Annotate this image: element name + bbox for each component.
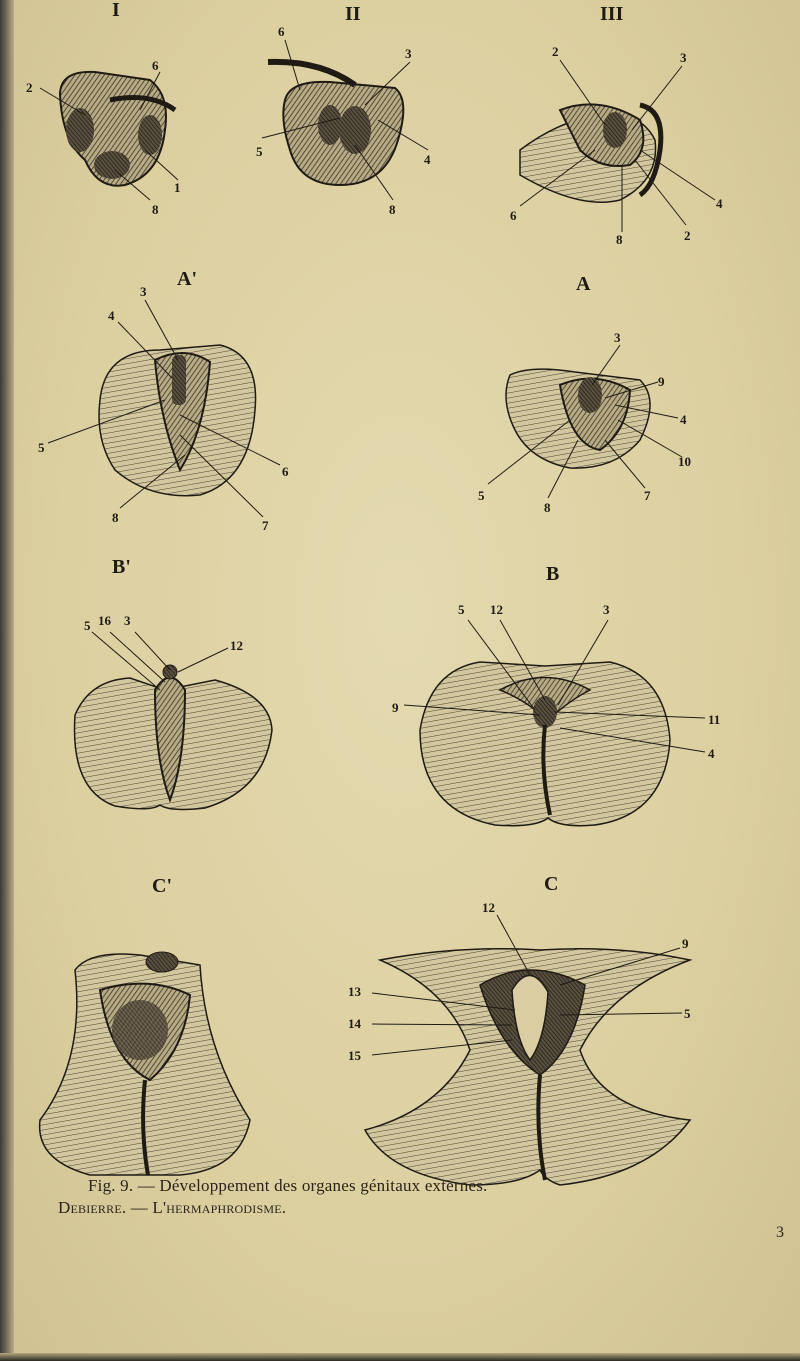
figure-label: II	[345, 3, 361, 25]
page-bottom-edge	[0, 1353, 800, 1361]
figure-B-prime	[75, 556, 273, 809]
figure-label: B	[546, 563, 560, 585]
ref-number: 5	[84, 618, 91, 633]
ref-number: 2	[684, 228, 691, 243]
ref-number: 3	[603, 602, 610, 617]
figure-label: B'	[112, 556, 131, 578]
ref-number: 8	[152, 202, 159, 217]
ref-number: 7	[644, 488, 651, 503]
figure-label: A	[576, 273, 591, 295]
figure-A-prime	[38, 268, 289, 533]
ref-number: 5	[256, 144, 263, 159]
ref-number: 6	[278, 24, 285, 39]
ref-number: 4	[708, 746, 715, 761]
ref-number: 5	[478, 488, 485, 503]
ref-number: 5	[458, 602, 465, 617]
ref-number: 8	[616, 232, 623, 247]
ref-number: 11	[708, 712, 721, 727]
ref-number: 3	[124, 613, 131, 628]
ref-number: 10	[678, 454, 691, 469]
ref-number: 8	[544, 500, 551, 515]
ref-number: 4	[680, 412, 687, 427]
figure-label: I	[112, 0, 120, 21]
ref-number: 6	[282, 464, 289, 479]
figure-C	[348, 873, 691, 1185]
ref-number: 3	[405, 46, 412, 61]
ref-number: 16	[98, 613, 111, 628]
figure-C-prime	[40, 875, 250, 1175]
ref-number: 15	[348, 1048, 361, 1063]
ref-number: 13	[348, 984, 361, 999]
figure-label: C	[544, 873, 559, 895]
ref-number: 9	[392, 700, 399, 715]
ref-number: 3	[140, 284, 147, 299]
ref-number: 2	[26, 80, 33, 95]
ref-number: 9	[682, 936, 689, 951]
ref-number: 5	[38, 440, 45, 455]
ref-number: 8	[112, 510, 119, 525]
ref-number: 12	[482, 900, 495, 915]
figure-label: III	[600, 3, 624, 25]
ref-number: 12	[230, 638, 243, 653]
page-number: 3	[776, 1224, 784, 1241]
ref-number: 4	[108, 308, 115, 323]
figure-B	[392, 563, 720, 826]
ref-number: 6	[152, 58, 159, 73]
ref-number: 14	[348, 1016, 361, 1031]
ref-number: 9	[658, 374, 665, 389]
caption-title: Fig. 9. — Développement des organes génitaux externes.	[88, 1176, 488, 1195]
ref-number: 4	[424, 152, 431, 167]
ref-number: 1	[174, 180, 181, 195]
caption-source: Debierre. — L'hermaphrodisme.	[58, 1198, 287, 1217]
ref-number: 4	[716, 196, 723, 211]
figure-III	[510, 3, 723, 247]
ref-number: 3	[680, 50, 687, 65]
figure-II	[256, 3, 431, 217]
figure-I	[26, 0, 181, 217]
ref-number: 6	[510, 208, 517, 223]
ref-number: 2	[552, 44, 559, 59]
ref-number: 7	[262, 518, 269, 533]
ref-number: 3	[614, 330, 621, 345]
ref-number: 5	[684, 1006, 691, 1021]
figure-label: A'	[177, 268, 197, 290]
figure-A	[478, 273, 691, 515]
ref-number: 12	[490, 602, 503, 617]
figure-label: C'	[152, 875, 172, 897]
ref-number: 8	[389, 202, 396, 217]
